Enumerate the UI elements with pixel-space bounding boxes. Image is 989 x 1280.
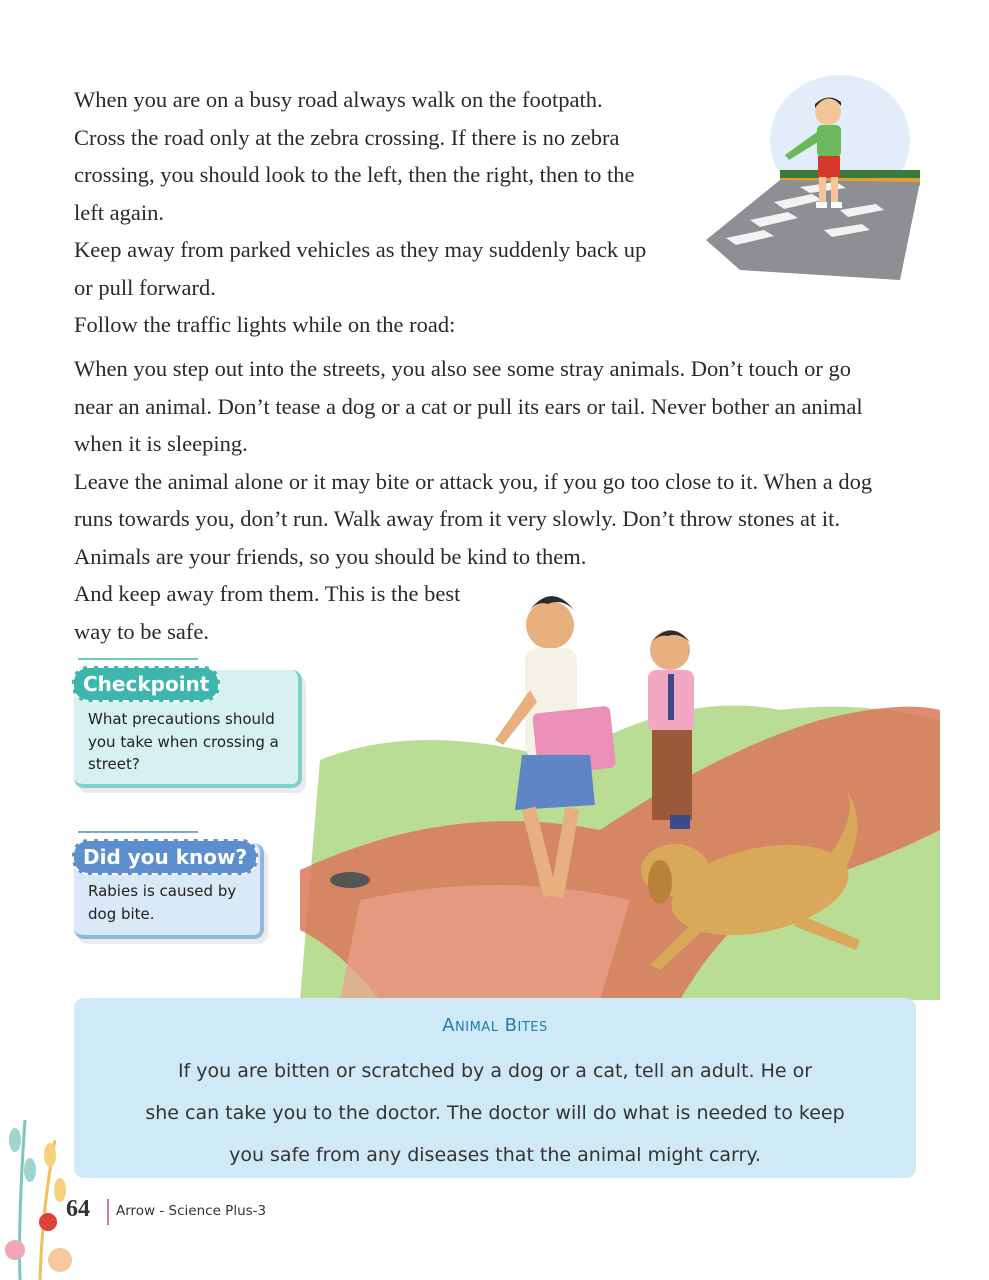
badge-decoration-line: [78, 831, 198, 833]
text-line: she can take you to the doctor. The doctor will do what is needed to keep: [145, 1102, 845, 1124]
book-title: Arrow - Science Plus-3: [116, 1203, 267, 1219]
text-line: When you are on a busy road always walk on the footpath.: [74, 87, 603, 112]
text-line: Follow the traffic lights while on the road:: [74, 312, 456, 337]
text-line: Cross the road only at the zebra crossing. If there is no zebra: [74, 124, 620, 150]
did-you-know-box: [74, 843, 264, 939]
text-line: you safe from any diseases that the animal might carry.: [229, 1144, 761, 1166]
text-line: Animals are your friends, so you should be kind to them.: [74, 543, 587, 569]
badge-decoration-line: [78, 658, 198, 660]
zebra-crossing-illustration: [700, 70, 940, 280]
checkpoint-box: [74, 670, 302, 788]
text-line: And keep away from them. This is the best: [74, 581, 461, 606]
text-line: Keep away from parked vehicles as they may suddenly back up: [74, 237, 647, 262]
footer-divider: [107, 1199, 109, 1225]
page-number: 64: [66, 1196, 90, 1222]
text-line: When you step out into the streets, you also see some stray animals. Don’t touch or go: [74, 356, 851, 381]
text-line: or pull forward.: [74, 274, 216, 300]
did-you-know-badge: Did you know?: [72, 839, 258, 875]
animal-bites-text: [74, 1050, 916, 1176]
text-line: crossing, you should look to the left, then the right, then to the: [74, 162, 635, 187]
text-line: way to be safe.: [74, 618, 209, 644]
text-line: left again.: [74, 199, 164, 225]
text-line: near an animal. Don’t tease a dog or a cat or pull its ears or tail. Never bother an animal: [74, 393, 863, 419]
animal-bites-box: [74, 998, 916, 1178]
text-line: runs towards you, don’t run. Walk away from it very slowly. Don’t throw stones at it.: [74, 506, 841, 531]
did-you-know-fact: Rabies is caused by dog bite.: [88, 882, 237, 923]
text-line: when it is sleeping.: [74, 431, 248, 456]
floral-decoration: [0, 1100, 80, 1280]
text-line: Leave the animal alone or it may bite or attack you, if you go too close to it. When a dog: [74, 468, 873, 494]
checkpoint-badge: Checkpoint: [72, 666, 220, 702]
boys-and-dog-illustration: [300, 570, 940, 1000]
animal-bites-title: Animal Bites: [442, 1015, 548, 1036]
checkpoint-question: What precautions should you take when crossing a street?: [88, 710, 279, 773]
text-line: If you are bitten or scratched by a dog or a cat, tell an adult. He or: [177, 1060, 813, 1082]
road-safety-paragraph: [74, 81, 694, 344]
